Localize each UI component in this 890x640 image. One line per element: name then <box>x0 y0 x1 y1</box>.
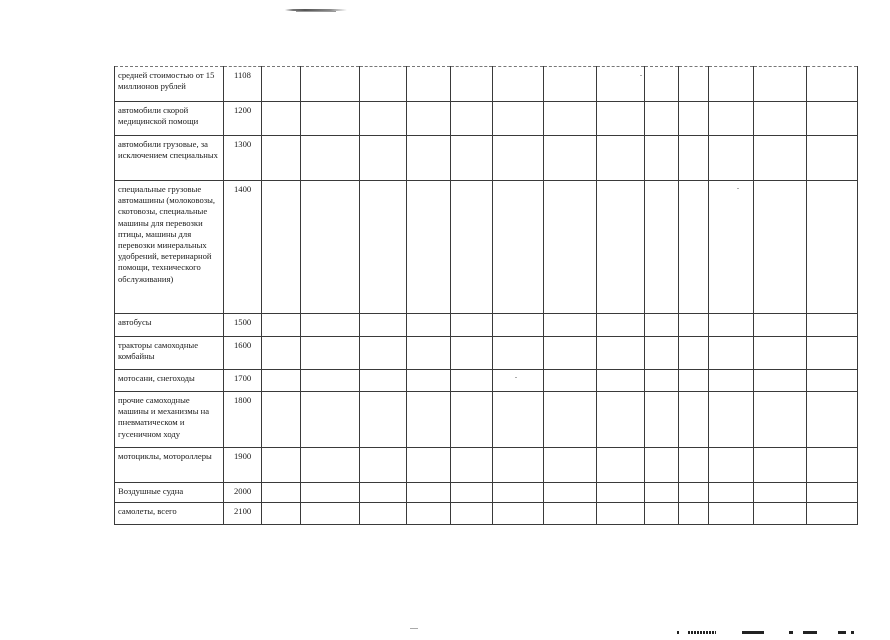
scan-artifact-bottom <box>677 631 679 634</box>
data-cell <box>754 392 807 448</box>
row-code: 1400 <box>224 181 262 314</box>
data-cell <box>262 314 301 337</box>
data-cell <box>301 483 360 503</box>
row-label: мотоциклы, мотороллеры <box>115 448 224 483</box>
data-cell <box>451 136 493 181</box>
data-cell <box>451 370 493 392</box>
data-cell <box>493 314 544 337</box>
data-cell <box>597 483 645 503</box>
data-cell <box>493 483 544 503</box>
data-cell <box>407 181 451 314</box>
table-row <box>115 483 858 503</box>
data-cell <box>262 503 301 525</box>
row-label: самолеты, всего <box>115 503 224 525</box>
data-cell <box>262 102 301 136</box>
data-cell <box>807 136 858 181</box>
data-cell <box>301 503 360 525</box>
data-cell <box>544 370 597 392</box>
row-label: автомобили грузовые, за исключением специальных <box>115 136 224 181</box>
data-cell <box>754 370 807 392</box>
data-cell <box>754 503 807 525</box>
data-cell <box>709 392 754 448</box>
data-cell <box>754 483 807 503</box>
row-code: 1800 <box>224 392 262 448</box>
table-row <box>115 392 858 448</box>
data-cell <box>493 448 544 483</box>
data-cell <box>301 448 360 483</box>
data-cell <box>544 314 597 337</box>
data-cell <box>360 102 407 136</box>
data-cell <box>645 102 679 136</box>
data-cell <box>360 314 407 337</box>
row-code: 1900 <box>224 448 262 483</box>
data-cell <box>754 102 807 136</box>
row-code: 1500 <box>224 314 262 337</box>
data-cell <box>360 181 407 314</box>
table-row <box>115 503 858 525</box>
data-cell <box>301 337 360 370</box>
data-cell <box>709 314 754 337</box>
data-cell <box>544 67 597 102</box>
data-cell <box>360 67 407 102</box>
data-cell <box>645 67 679 102</box>
table-row <box>115 370 858 392</box>
data-cell <box>544 136 597 181</box>
data-cell <box>597 392 645 448</box>
data-cell <box>360 370 407 392</box>
vehicles-report-table <box>114 66 858 525</box>
data-cell <box>597 337 645 370</box>
row-code: 1700 <box>224 370 262 392</box>
data-cell <box>754 448 807 483</box>
data-cell <box>544 483 597 503</box>
data-cell <box>709 448 754 483</box>
data-cell <box>493 503 544 525</box>
data-cell <box>807 314 858 337</box>
data-cell <box>451 67 493 102</box>
data-cell <box>807 392 858 448</box>
data-cell <box>407 483 451 503</box>
data-cell <box>679 337 709 370</box>
data-cell <box>709 181 754 314</box>
data-cell <box>597 102 645 136</box>
row-code: 1300 <box>224 136 262 181</box>
data-cell <box>645 337 679 370</box>
data-cell <box>679 136 709 181</box>
data-cell <box>645 370 679 392</box>
data-cell <box>709 337 754 370</box>
scan-artifact-bottom <box>851 631 854 634</box>
data-cell <box>493 67 544 102</box>
data-cell <box>493 136 544 181</box>
data-cell <box>451 181 493 314</box>
data-cell <box>679 448 709 483</box>
row-label: средней стоимостью от 15 миллионов рублей <box>115 67 224 102</box>
data-cell <box>597 370 645 392</box>
row-label: мотосани, снегоходы <box>115 370 224 392</box>
data-cell <box>301 102 360 136</box>
data-cell <box>301 181 360 314</box>
table-row <box>115 314 858 337</box>
data-cell <box>597 503 645 525</box>
data-cell <box>360 337 407 370</box>
data-cell <box>451 337 493 370</box>
data-cell <box>754 314 807 337</box>
data-cell <box>301 67 360 102</box>
data-cell <box>807 448 858 483</box>
data-cell <box>807 181 858 314</box>
table-body <box>115 67 858 525</box>
data-cell <box>262 448 301 483</box>
data-cell <box>709 102 754 136</box>
data-cell <box>754 136 807 181</box>
data-cell <box>407 314 451 337</box>
data-cell <box>407 503 451 525</box>
data-cell <box>709 503 754 525</box>
data-cell <box>262 370 301 392</box>
data-cell <box>754 181 807 314</box>
table-row <box>115 136 858 181</box>
scan-artifact-bottom <box>803 631 817 634</box>
data-cell <box>262 337 301 370</box>
table-row <box>115 337 858 370</box>
data-cell <box>544 102 597 136</box>
data-cell <box>301 136 360 181</box>
table-row <box>115 67 858 102</box>
scan-artifact-bottom <box>742 631 764 634</box>
row-code: 2100 <box>224 503 262 525</box>
data-cell <box>360 392 407 448</box>
data-cell <box>493 181 544 314</box>
data-cell <box>360 448 407 483</box>
data-cell <box>807 67 858 102</box>
scan-artifact-bottom <box>688 631 716 634</box>
scan-artifact-bottom <box>789 631 793 634</box>
data-cell <box>679 483 709 503</box>
data-cell <box>709 370 754 392</box>
data-cell <box>407 370 451 392</box>
data-cell <box>754 337 807 370</box>
row-label: специальные грузовые автомашины (молоковозы, скотовозы, специальные машины для перевозки птицы, машины для перевозки минеральных удобрений, ветеринарной помощи, технического обслуживания) <box>115 181 224 314</box>
data-cell <box>645 136 679 181</box>
data-cell <box>754 67 807 102</box>
data-cell <box>645 314 679 337</box>
row-code: 2000 <box>224 483 262 503</box>
table-row <box>115 102 858 136</box>
data-cell <box>262 136 301 181</box>
data-cell <box>709 67 754 102</box>
data-cell <box>493 102 544 136</box>
data-cell <box>360 136 407 181</box>
data-cell <box>679 314 709 337</box>
data-cell <box>451 483 493 503</box>
data-cell <box>807 503 858 525</box>
scan-artifact-top-line <box>296 11 336 12</box>
data-cell <box>493 370 544 392</box>
data-cell <box>262 392 301 448</box>
data-cell <box>597 314 645 337</box>
scan-speck <box>737 188 739 189</box>
data-cell <box>451 503 493 525</box>
data-cell <box>679 392 709 448</box>
data-cell <box>544 337 597 370</box>
data-cell <box>262 67 301 102</box>
data-cell <box>807 337 858 370</box>
data-cell <box>807 370 858 392</box>
row-label: Воздушные судна <box>115 483 224 503</box>
data-cell <box>493 337 544 370</box>
data-cell <box>407 136 451 181</box>
scan-artifact-bottom <box>838 631 846 634</box>
data-cell <box>451 102 493 136</box>
row-label: автобусы <box>115 314 224 337</box>
row-label: прочие самоходные машины и механизмы на пневматическом и гусеничном ходу <box>115 392 224 448</box>
data-cell <box>493 392 544 448</box>
data-cell <box>679 370 709 392</box>
scan-speck <box>410 628 418 629</box>
table-row <box>115 181 858 314</box>
data-cell <box>407 448 451 483</box>
data-cell <box>407 337 451 370</box>
row-code: 1108 <box>224 67 262 102</box>
data-cell <box>645 181 679 314</box>
data-cell <box>597 67 645 102</box>
data-cell <box>407 102 451 136</box>
row-code: 1600 <box>224 337 262 370</box>
data-cell <box>645 448 679 483</box>
data-cell <box>407 392 451 448</box>
data-cell <box>544 181 597 314</box>
data-cell <box>301 370 360 392</box>
data-cell <box>262 181 301 314</box>
data-cell <box>451 392 493 448</box>
data-cell <box>407 67 451 102</box>
data-cell <box>301 314 360 337</box>
data-cell <box>544 503 597 525</box>
data-cell <box>597 448 645 483</box>
data-cell <box>679 503 709 525</box>
row-label: тракторы самоходные комбайны <box>115 337 224 370</box>
scan-speck <box>515 377 517 378</box>
scan-speck <box>640 75 642 76</box>
data-cell <box>451 314 493 337</box>
data-cell <box>597 181 645 314</box>
data-cell <box>544 448 597 483</box>
data-cell <box>679 181 709 314</box>
data-cell <box>645 503 679 525</box>
data-cell <box>709 483 754 503</box>
data-cell <box>451 448 493 483</box>
data-cell <box>679 67 709 102</box>
data-cell <box>645 392 679 448</box>
data-cell <box>301 392 360 448</box>
data-cell <box>679 102 709 136</box>
data-cell <box>597 136 645 181</box>
data-cell <box>709 136 754 181</box>
data-cell <box>807 102 858 136</box>
data-cell <box>360 483 407 503</box>
row-label: автомобили скорой медицинской помощи <box>115 102 224 136</box>
data-cell <box>544 392 597 448</box>
row-code: 1200 <box>224 102 262 136</box>
data-cell <box>645 483 679 503</box>
table-row <box>115 448 858 483</box>
data-cell <box>360 503 407 525</box>
data-cell <box>262 483 301 503</box>
data-cell <box>807 483 858 503</box>
